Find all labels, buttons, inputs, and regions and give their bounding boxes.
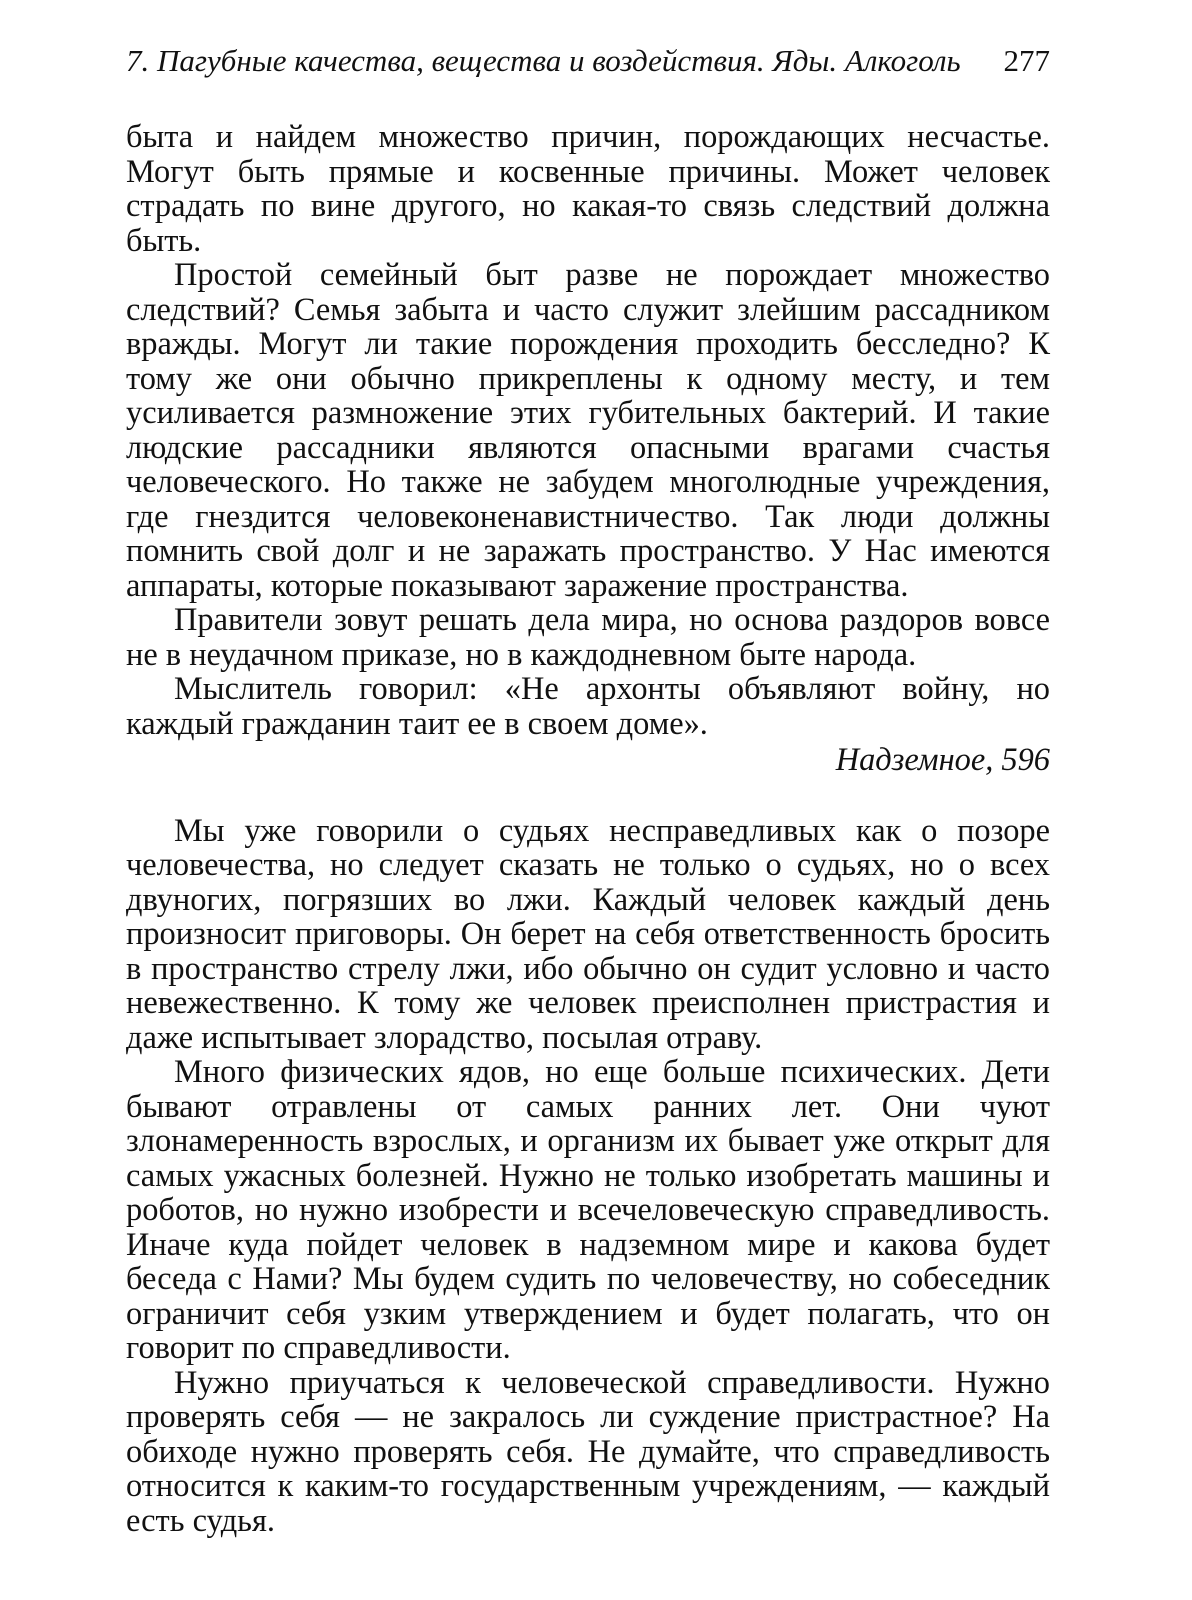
page-body (126, 120, 1050, 1538)
paragraph: Простой семейный быт разве не порождает множество следствий? Семья забыта и часто служит злейшим рассадником вражды. Могут ли такие порождения проходить бесследно? К тому же они обычно прикреплены к одному месту, и тем усиливается размножение этих губительных бактерий. И такие людские рассадники являются опасными врагами счастья человеческого. Но также не забудем многолюдные учреждения, где гнездится человеконенавистничество. Так люди должны помнить свой долг и не заражать пространство. У Нас имеются аппараты, которые показывают заражение пространства. (126, 257, 1050, 604)
paragraph: Нужно приучаться к человеческой справедливости. Нужно проверять себя — не закралось ли суждение пристрастное? На обиходе нужно проверять себя. Не думайте, что справедливость относится к каким-то государственным учреждениям, — каждый есть судья. (126, 1364, 1050, 1539)
section-gap (126, 778, 1050, 814)
paragraph: Мыслитель говорил: «Не архонты объявляют войну, но каждый гражданин таит ее в своем доме». (126, 671, 1050, 742)
chapter-title: 7. Пагубные качества, вещества и воздействия. Яды. Алкоголь (126, 43, 961, 78)
paragraph: быта и найдем множество причин, порождающих несчастье. Могут быть прямые и косвенные причины. Может человек страдать по вине другого, но какая-то связь следствий должна быть. (126, 119, 1050, 259)
running-header (126, 38, 1050, 84)
paragraph: Мы уже говорили о судьях несправедливых как о позоре человечества, но следует сказать не только о судьях, но о всех двуногих, погрязших во лжи. Каждый человек каждый день произносит приговоры. Он берет на себя ответственность бросить в пространство стрелу лжи, ибо обычно он судит условно и часто невежественно. К тому же человек преисполнен пристрастия и даже испытывает злорадство, посылая отраву. (126, 812, 1050, 1056)
paragraph: Правители зовут решать дела мира, но основа раздоров вовсе не в неудачном приказе, но в каждодневном быте народа. (126, 602, 1050, 673)
page-number: 277 (1003, 43, 1050, 78)
source-citation: Надземное, 596 (835, 742, 1050, 778)
paragraph: Много физических ядов, но еще больше психических. Дети бывают отравлены от самых ранних лет. Они чуют злонамеренность взрослых, и организм их бывает уже открыт для самых ужасных болезней. Нужно не только изобретать машины и роботов, но нужно изобрести и всечеловеческую справедливость. Иначе куда пойдет человек в надземном мире и какова будет беседа с Нами? Мы будем судить по человечеству, но собеседник ограничит себя узким утверждением и будет полагать, что он говорит по справедливости. (126, 1054, 1050, 1366)
